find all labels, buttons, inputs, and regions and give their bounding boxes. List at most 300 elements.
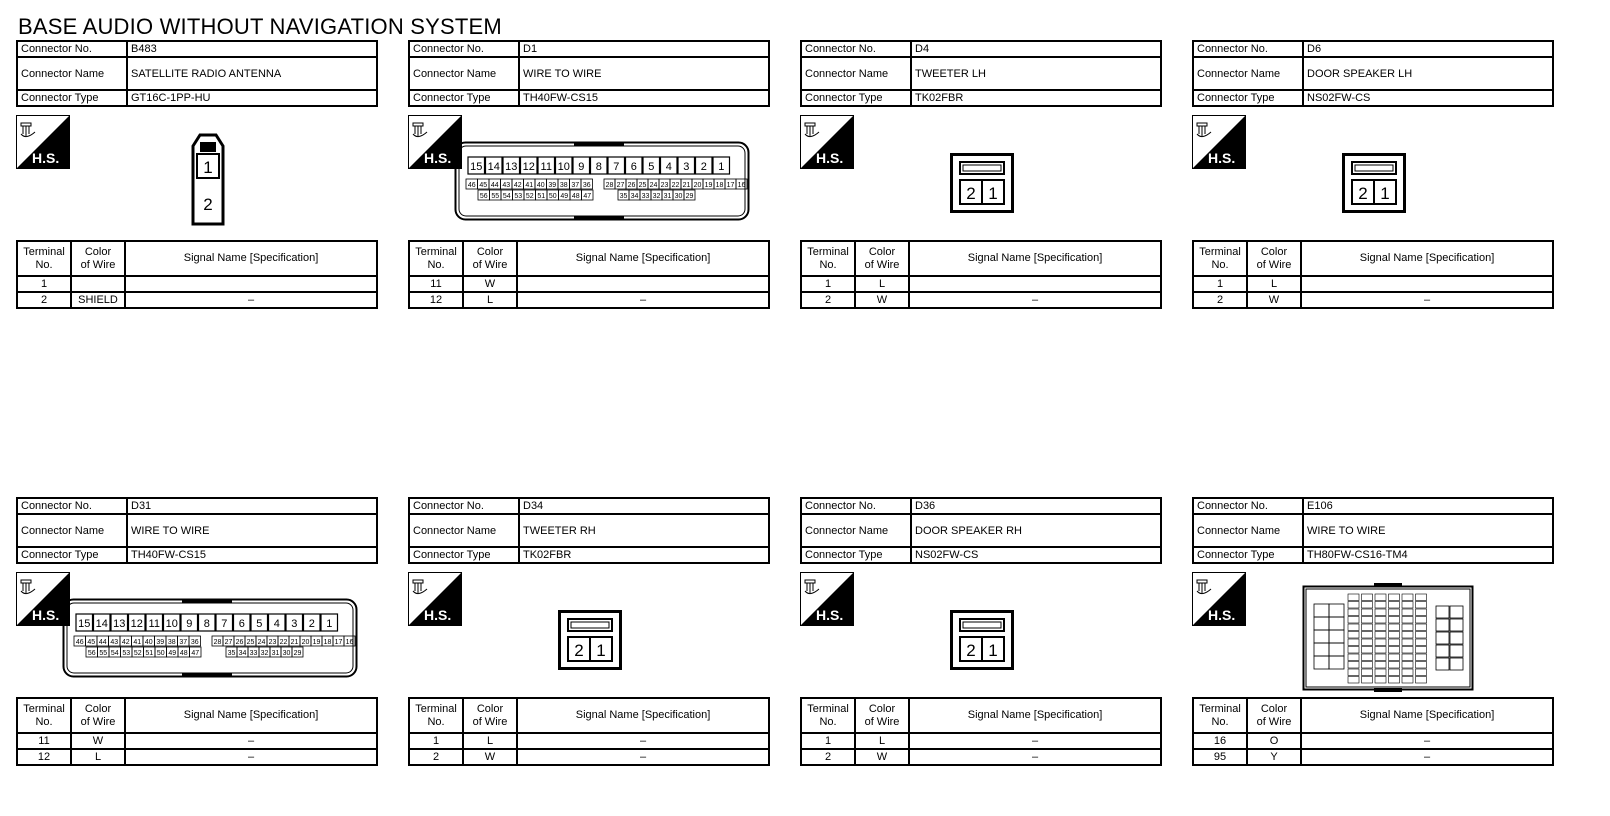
- connector-type-value: NS02FW-CS: [1303, 90, 1553, 106]
- pin-cell: [1416, 602, 1427, 609]
- connector-info-table: [800, 497, 1162, 564]
- pin-cell: [1348, 662, 1359, 669]
- terminal-no: 1: [1193, 276, 1247, 292]
- harness-side-icon: [1192, 115, 1246, 169]
- signal-name: –: [1301, 749, 1553, 765]
- pin-cell: [1416, 594, 1427, 601]
- pin-label: 45: [87, 639, 96, 646]
- pin-cell: [1416, 677, 1427, 684]
- pin-cell: [1362, 647, 1373, 654]
- connector-name-value: WIRE TO WIRE: [1303, 514, 1553, 547]
- pin-label: 1: [988, 184, 998, 203]
- pin-label: 49: [168, 650, 177, 657]
- terminal-table: [800, 697, 1162, 766]
- connector-name-value: WIRE TO WIRE: [127, 514, 377, 547]
- wire-color: L: [855, 733, 909, 749]
- hs-label: H.S.: [32, 607, 60, 623]
- connector-name-label: Connector Name: [801, 514, 911, 547]
- pin-label: 18: [323, 639, 332, 646]
- pin-label: 34: [630, 193, 639, 200]
- connector-name-value: SATELLITE RADIO ANTENNA: [127, 57, 377, 90]
- terminal-row: [1193, 733, 1553, 749]
- pin-cell: [1375, 669, 1386, 676]
- pin-label: 33: [641, 193, 650, 200]
- pin-label: 20: [301, 639, 310, 646]
- hs-label: H.S.: [816, 150, 844, 166]
- pin-label: 2: [1358, 184, 1368, 203]
- pin-label: 2: [203, 195, 213, 214]
- wire-color: W: [71, 733, 125, 749]
- connector-name-value: TWEETER LH: [911, 57, 1161, 90]
- terminal-no-header: Terminal No.: [17, 241, 71, 276]
- pin-label: 1: [596, 641, 606, 660]
- connector-no-label: Connector No.: [17, 498, 127, 514]
- pin-label: 40: [144, 639, 153, 646]
- pin-cell: [1416, 639, 1427, 646]
- pin-label: 53: [122, 650, 131, 657]
- harness-side-icon: [800, 115, 854, 169]
- pin-cell: [1416, 647, 1427, 654]
- connector-block-b483: [16, 40, 378, 318]
- terminal-row: [801, 733, 1161, 749]
- hs-label: H.S.: [1208, 607, 1236, 623]
- connector-latch: [574, 216, 624, 220]
- pin-label: 56: [479, 193, 488, 200]
- signal-name-header: Signal Name [Specification]: [517, 698, 769, 733]
- pin-cell: [1348, 669, 1359, 676]
- signal-name: –: [1301, 733, 1553, 749]
- pin-label: 28: [605, 182, 614, 189]
- pin-label: 16: [345, 639, 354, 646]
- pin-label: 42: [121, 639, 130, 646]
- terminal-no: 2: [409, 749, 463, 765]
- connector-housing: [456, 143, 749, 220]
- terminal-row: [409, 749, 769, 765]
- pin-cell: [1375, 654, 1386, 661]
- terminal-no-header: Terminal No.: [801, 698, 855, 733]
- pin-label: 23: [268, 639, 277, 646]
- connector-name-value: DOOR SPEAKER LH: [1303, 57, 1553, 90]
- connector-type-label: Connector Type: [1193, 90, 1303, 106]
- pin-label: 46: [467, 182, 476, 189]
- terminal-no-header: Terminal No.: [1193, 698, 1247, 733]
- pin-label: 37: [571, 182, 580, 189]
- wire-color: L: [855, 276, 909, 292]
- connector-block-d31: [16, 497, 378, 775]
- pin-label: 24: [649, 182, 658, 189]
- pin-label: 21: [682, 182, 691, 189]
- color-of-wire-header: Color of Wire: [855, 698, 909, 733]
- terminal-no: 2: [1193, 292, 1247, 308]
- terminal-row: [17, 292, 377, 308]
- wire-color: [71, 276, 125, 292]
- terminal-row: [1193, 292, 1553, 308]
- pin-label: 52: [525, 193, 534, 200]
- pin-cell: [1389, 677, 1400, 684]
- pin-label: 1: [1380, 184, 1390, 203]
- pin-label: 44: [98, 639, 107, 646]
- pin-cell: [1362, 609, 1373, 616]
- pin-label: 4: [273, 618, 280, 630]
- pin-label: 17: [726, 182, 735, 189]
- pin-cell: [1314, 617, 1329, 630]
- pin-cell: [1436, 619, 1449, 631]
- pin-cell: [1329, 604, 1344, 617]
- connector-name-label: Connector Name: [17, 514, 127, 547]
- terminal-no: 2: [801, 292, 855, 308]
- wire-color: W: [855, 749, 909, 765]
- pin-cell: [1348, 654, 1359, 661]
- connector-no-value: D34: [519, 498, 769, 514]
- signal-name: –: [909, 733, 1161, 749]
- pin-label: 36: [190, 639, 199, 646]
- pin-label: 24: [257, 639, 266, 646]
- signal-name-header: Signal Name [Specification]: [517, 241, 769, 276]
- pin-cell: [1314, 630, 1329, 643]
- connector-diagram: [1302, 582, 1474, 699]
- signal-name-header: Signal Name [Specification]: [1301, 698, 1553, 733]
- terminal-table: [800, 240, 1162, 309]
- pin-cell: [1314, 604, 1329, 617]
- signal-name: [125, 276, 377, 292]
- connector-no-value: D31: [127, 498, 377, 514]
- signal-name: [1301, 276, 1553, 292]
- connector-no-value: D4: [911, 41, 1161, 57]
- pin-label: 46: [75, 639, 84, 646]
- pin-cell: [1402, 632, 1413, 639]
- pin-label: 9: [186, 618, 193, 630]
- connector-name-value: TWEETER RH: [519, 514, 769, 547]
- pin-label: 53: [514, 193, 523, 200]
- pin-cell: [1375, 677, 1386, 684]
- pin-label: 30: [282, 650, 291, 657]
- pin-cell: [1450, 619, 1463, 631]
- pin-cell: [1402, 669, 1413, 676]
- pin-cell: [1329, 643, 1344, 656]
- pin-cell: [1362, 594, 1373, 601]
- pin-cell: [1450, 658, 1463, 670]
- pin-cell: [1450, 645, 1463, 657]
- color-of-wire-header: Color of Wire: [855, 241, 909, 276]
- pin-label: 7: [613, 161, 620, 173]
- connector-no-label: Connector No.: [801, 41, 911, 57]
- pin-cell: [1389, 617, 1400, 624]
- connector-diagram: [558, 610, 622, 675]
- harness-side-icon: [408, 572, 462, 626]
- pin-cell: [1416, 617, 1427, 624]
- pin-label: 45: [479, 182, 488, 189]
- pin-label: 41: [525, 182, 534, 189]
- pin-cell: [1389, 654, 1400, 661]
- pin-label: 3: [291, 618, 298, 630]
- terminal-table: [1192, 697, 1554, 766]
- terminal-no: 2: [17, 292, 71, 308]
- pin-label: 26: [627, 182, 636, 189]
- connector-name-label: Connector Name: [1193, 57, 1303, 90]
- signal-name-header: Signal Name [Specification]: [125, 241, 377, 276]
- hs-label: H.S.: [424, 150, 452, 166]
- signal-name: –: [517, 292, 769, 308]
- pin-label: 1: [718, 161, 725, 173]
- pin-cell: [1375, 662, 1386, 669]
- pin-cell: [1348, 594, 1359, 601]
- connector-latch: [960, 162, 1004, 174]
- pin-cell: [1348, 647, 1359, 654]
- connector-type-value: TH80FW-CS16-TM4: [1303, 547, 1553, 563]
- connector-diagram: [950, 153, 1014, 218]
- connector-no-value: D36: [911, 498, 1161, 514]
- signal-name: –: [1301, 292, 1553, 308]
- pin-label: 38: [167, 639, 176, 646]
- pin-label: 18: [715, 182, 724, 189]
- connector-latch: [568, 619, 612, 631]
- pin-cell: [1362, 662, 1373, 669]
- pin-cell: [1402, 617, 1413, 624]
- connector-latch: [182, 599, 232, 603]
- connector-diagram: [950, 610, 1014, 675]
- connector-block-d1: [408, 40, 770, 318]
- signal-name-header: Signal Name [Specification]: [1301, 241, 1553, 276]
- pin-cell: [1436, 632, 1449, 644]
- pin-label: 8: [203, 618, 210, 630]
- pin-label: 56: [87, 650, 96, 657]
- pin-label: 55: [99, 650, 108, 657]
- color-of-wire-header: Color of Wire: [463, 698, 517, 733]
- wire-color: L: [71, 749, 125, 765]
- pin-label: 9: [578, 161, 585, 173]
- terminal-row: [1193, 749, 1553, 765]
- signal-name-header: Signal Name [Specification]: [909, 241, 1161, 276]
- pin-cell: [1348, 632, 1359, 639]
- connector-type-value: TH40FW-CS15: [127, 547, 377, 563]
- connector-info-table: [1192, 40, 1554, 107]
- pin-cell: [1375, 617, 1386, 624]
- connector-info-table: [1192, 497, 1554, 564]
- pin-label: 2: [574, 641, 584, 660]
- connector-block-d34: [408, 497, 770, 775]
- terminal-no: 12: [17, 749, 71, 765]
- pin-label: 55: [491, 193, 500, 200]
- pin-label: 47: [191, 650, 200, 657]
- pin-cell: [1402, 654, 1413, 661]
- signal-name: –: [125, 292, 377, 308]
- pin-cell: [1389, 669, 1400, 676]
- wire-color: L: [463, 292, 517, 308]
- wire-color: SHIELD: [71, 292, 125, 308]
- pin-label: 32: [260, 650, 269, 657]
- pin-label: 14: [487, 161, 500, 173]
- connector-type-label: Connector Type: [409, 547, 519, 563]
- terminal-no: 1: [409, 733, 463, 749]
- pin-cell: [1375, 639, 1386, 646]
- harness-side-icon: [800, 572, 854, 626]
- color-of-wire-header: Color of Wire: [463, 241, 517, 276]
- pin-label: 30: [674, 193, 683, 200]
- signal-name: –: [517, 733, 769, 749]
- connector-latch: [1374, 688, 1402, 692]
- pin-cell: [1416, 654, 1427, 661]
- signal-name: [517, 276, 769, 292]
- pin-label: 11: [148, 618, 160, 630]
- wire-color: L: [463, 733, 517, 749]
- pin-label: 23: [660, 182, 669, 189]
- pin-label: 47: [583, 193, 592, 200]
- pin-label: 13: [505, 161, 518, 173]
- pin-cell: [1416, 609, 1427, 616]
- pin-label: 2: [700, 161, 707, 173]
- pin-cell: [1314, 656, 1329, 669]
- connector-no-label: Connector No.: [1193, 498, 1303, 514]
- pin-cell: [1375, 602, 1386, 609]
- connector-name-label: Connector Name: [409, 514, 519, 547]
- pin-cell: [1389, 647, 1400, 654]
- pin-label: 1: [988, 641, 998, 660]
- connector-diagram: [454, 141, 750, 226]
- terminal-row: [17, 733, 377, 749]
- pin-label: 12: [130, 618, 143, 630]
- terminal-row: [17, 276, 377, 292]
- terminal-no: 12: [409, 292, 463, 308]
- pin-cell: [1389, 632, 1400, 639]
- pin-label: 20: [693, 182, 702, 189]
- hs-label: H.S.: [1208, 150, 1236, 166]
- pin-label: 15: [470, 161, 483, 173]
- connector-latch: [960, 619, 1004, 631]
- pin-cell: [1375, 632, 1386, 639]
- pin-cell: [1389, 609, 1400, 616]
- terminal-no: 1: [801, 276, 855, 292]
- pin-label: 13: [113, 618, 126, 630]
- page-title: BASE AUDIO WITHOUT NAVIGATION SYSTEM: [18, 14, 502, 39]
- terminal-no: 11: [409, 276, 463, 292]
- pin-label: 4: [665, 161, 672, 173]
- terminal-row: [801, 276, 1161, 292]
- harness-side-icon: [16, 115, 70, 169]
- connector-no-value: E106: [1303, 498, 1553, 514]
- pin-cell: [1450, 606, 1463, 618]
- pin-cell: [1389, 662, 1400, 669]
- signal-name: –: [125, 749, 377, 765]
- wire-color: Y: [1247, 749, 1301, 765]
- connector-no-label: Connector No.: [409, 41, 519, 57]
- pin-label: 35: [227, 650, 236, 657]
- pin-label: 1: [203, 158, 213, 177]
- connector-info-table: [800, 40, 1162, 107]
- connector-latch: [182, 673, 232, 677]
- terminal-table: [16, 240, 378, 309]
- terminal-no: 1: [17, 276, 71, 292]
- signal-name-header: Signal Name [Specification]: [125, 698, 377, 733]
- pin-label: 28: [213, 639, 222, 646]
- terminal-no: 2: [801, 749, 855, 765]
- hs-label: H.S.: [32, 150, 60, 166]
- wire-color: L: [1247, 276, 1301, 292]
- pin-cell: [1416, 624, 1427, 631]
- pin-label: 8: [595, 161, 602, 173]
- pin-label: 26: [235, 639, 244, 646]
- signal-name: –: [125, 733, 377, 749]
- pin-label: 31: [663, 193, 672, 200]
- pin-cell: [1389, 639, 1400, 646]
- terminal-table: [408, 697, 770, 766]
- connector-type-value: TK02FBR: [519, 547, 769, 563]
- connector-diagram: [1342, 153, 1406, 218]
- wire-color: W: [855, 292, 909, 308]
- hs-label: H.S.: [816, 607, 844, 623]
- connector-type-label: Connector Type: [17, 90, 127, 106]
- pin-label: 50: [548, 193, 557, 200]
- pin-cell: [1450, 632, 1463, 644]
- connector-latch: [1374, 583, 1402, 587]
- connector-name-value: WIRE TO WIRE: [519, 57, 769, 90]
- pin-cell: [1362, 617, 1373, 624]
- connector-block-d4: [800, 40, 1162, 318]
- pin-label: 36: [582, 182, 591, 189]
- connector-no-label: Connector No.: [17, 41, 127, 57]
- connector-name-label: Connector Name: [17, 57, 127, 90]
- pin-label: 27: [224, 639, 233, 646]
- pin-cell: [1348, 602, 1359, 609]
- signal-name: [909, 276, 1161, 292]
- color-of-wire-header: Color of Wire: [71, 241, 125, 276]
- connector-type-label: Connector Type: [801, 90, 911, 106]
- pin-cell: [1402, 609, 1413, 616]
- pin-cell: [1329, 630, 1344, 643]
- pin-cell: [1375, 624, 1386, 631]
- pin-cell: [1402, 639, 1413, 646]
- wire-color: O: [1247, 733, 1301, 749]
- connector-block-e106: [1192, 497, 1554, 775]
- connector-diagram: [62, 598, 358, 683]
- pin-cell: [1362, 677, 1373, 684]
- pin-label: 29: [685, 193, 694, 200]
- color-of-wire-header: Color of Wire: [1247, 698, 1301, 733]
- signal-name: –: [909, 749, 1161, 765]
- pin-label: 44: [490, 182, 499, 189]
- terminal-row: [801, 292, 1161, 308]
- connector-no-value: D1: [519, 41, 769, 57]
- connector-latch: [574, 142, 624, 146]
- pin-label: 16: [737, 182, 746, 189]
- terminal-no-header: Terminal No.: [409, 698, 463, 733]
- hs-label: H.S.: [424, 607, 452, 623]
- wire-color: W: [1247, 292, 1301, 308]
- pin-label: 22: [279, 639, 288, 646]
- connector-info-table: [16, 497, 378, 564]
- pin-cell: [1416, 662, 1427, 669]
- pin-cell: [1362, 654, 1373, 661]
- pin-label: 14: [95, 618, 108, 630]
- color-of-wire-header: Color of Wire: [71, 698, 125, 733]
- connector-name-label: Connector Name: [409, 57, 519, 90]
- pin-label: 2: [966, 641, 976, 660]
- pin-cell: [1348, 677, 1359, 684]
- pin-label: 41: [133, 639, 142, 646]
- pin-label: 40: [536, 182, 545, 189]
- pin-label: 54: [110, 650, 119, 657]
- terminal-no: 11: [17, 733, 71, 749]
- connector-no-value: B483: [127, 41, 377, 57]
- terminal-no: 95: [1193, 749, 1247, 765]
- terminal-no-header: Terminal No.: [409, 241, 463, 276]
- pin-label: 2: [308, 618, 315, 630]
- pin-cell: [1348, 617, 1359, 624]
- pin-label: 37: [179, 639, 188, 646]
- terminal-no-header: Terminal No.: [1193, 241, 1247, 276]
- connector-name-label: Connector Name: [801, 57, 911, 90]
- pin-label: 29: [293, 650, 302, 657]
- pin-cell: [1362, 639, 1373, 646]
